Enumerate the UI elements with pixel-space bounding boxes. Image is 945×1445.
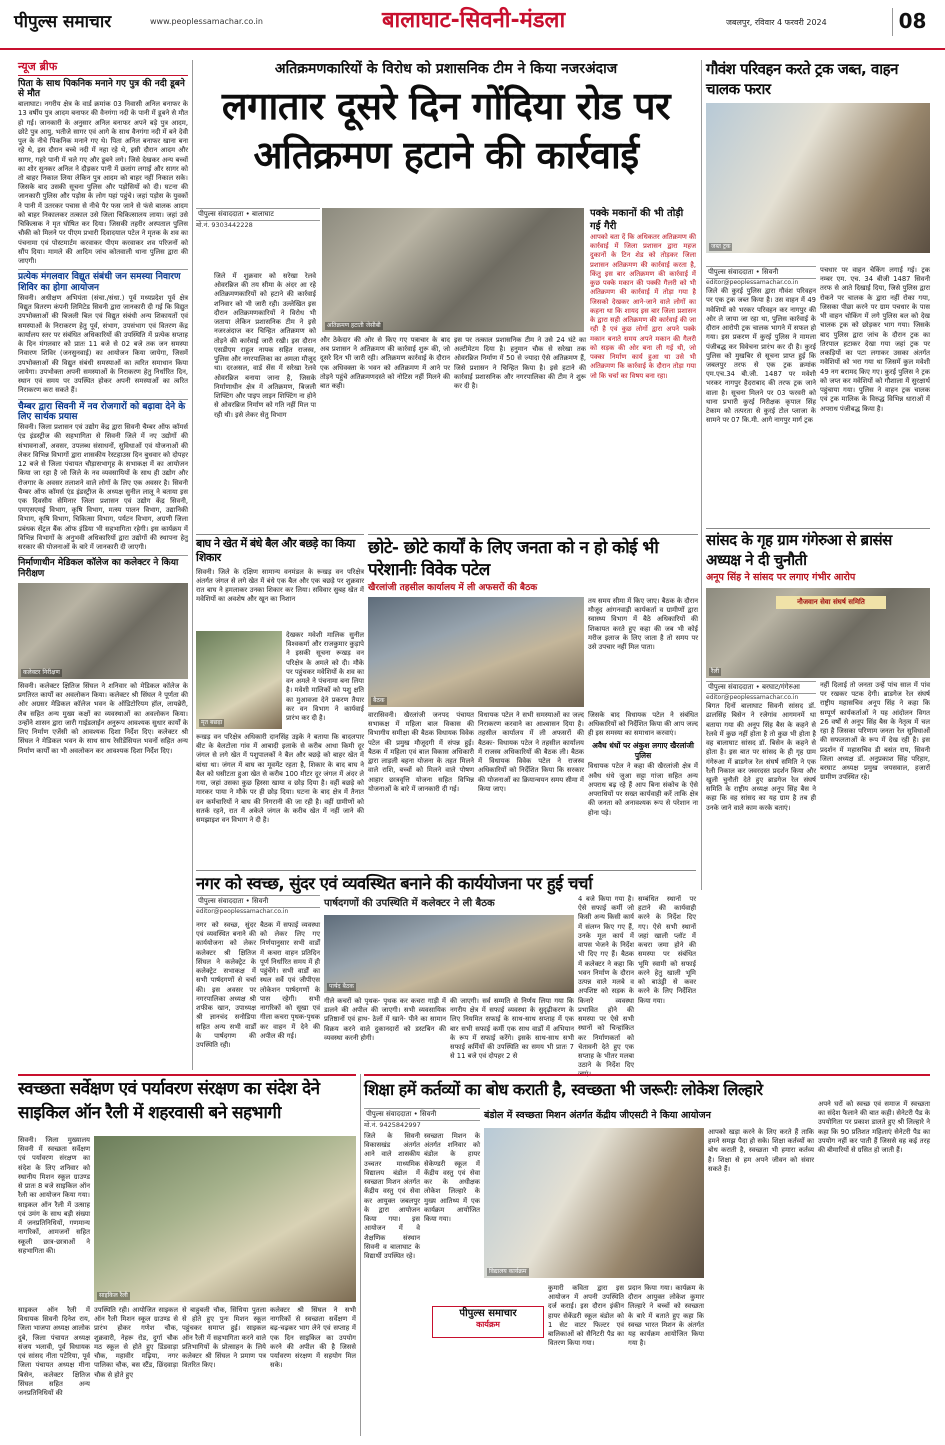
city-plan-col2: बैठक में सफाई व्यवस्था को लेकर लिए गए निर्णयानुसार सभी वार्डों में कचरा वाहन प्रतिदिन पूर्ण निर्धारित समय में ही पहुंचेंगे। सभी वार्डों का स्थल सर्वे एवं जीपीएस लोकेशन पार्षदगणों के पास रहेगी। सभी नागरिकों को सूखा एवं गीला कचरा पृथक-पृथक कर वाहन में देने की अपील की गई। <box>260 921 320 1040</box>
calves-photo: मृत बछड़ा <box>196 631 282 729</box>
cattle-email[interactable]: editor@peoplessamachar.co.in <box>706 279 799 287</box>
protest-banner: नौजवान सेवा संघर्ष समिति <box>776 596 886 609</box>
protest-photo: नौजवान सेवा संघर्ष समिति रैली <box>706 588 930 678</box>
tiger-body: रूखड़ वन परिक्षेत्र अधिकारी दानसिंह उइके ने बताया कि बादलपार बीट के बेलटोला गांव में आबादी इलाके से करीब आधा किमी दूर जंगल से लगे खेत में पशुपालकों ने बैल और बछड़े को बाहर खेत में बांधा था। जंगल में बाघ का मूवमेंट रहता है, शिकार के बाद बाघ ने बैल को घसीटता हुआ खेत से करीब 100 मीटर दूर जंगल में अंदर ले गया, जहां उसका कुछ हिस्सा खाया व छोड़ दिया है। वहीं बछड़े को मारकर पाया ने मौके पर ही छोड़ दिया। घटना के बाद क्षेत्र में तैनात वन कर्मचारियों ने बाघ की निगरानी की जा रही है। वहीं ग्रामीणों को सतर्क रहने, रात में अकेले जंगल के करीब खेत में नहीं जाने की समझाइश वन विभाग ने दी है। <box>196 733 364 825</box>
lead-mobile: मो.नं. 9303442228 <box>196 221 253 230</box>
column-rule <box>701 60 702 890</box>
patel-headline[interactable]: छोटे- छोटे कार्यों के लिए जनता को न हो कोई भी परेशानीः विवेक पटेल <box>368 538 659 581</box>
city-plan-story <box>196 870 696 1079</box>
city-plan-col4: की जाएगी। सर्व सम्मति से निर्णय लिया गया कि नगरीय क्षेत्र में सफाई व्यवस्था के सुदृढ़ीकरण के लिए नियमित सफाई के साथ-साथ सप्ताह में एक बार सभी सफाई कर्मी एक साथ वार्डों में अभियान के रूप में सफाई करेंगे। इसके साथ-साथ सभी सफाई कर्मियों की उपस्थिति का समय भी प्रातः 7 से 11 बजे एवं दोपहर 2 से <box>450 997 574 1061</box>
city-plan-col6: सम्बंधित स्थानों पर हटाने की कार्यवाही करने के निर्देश दिए गए। ऐसे सभी स्थानों जहां खाली प्लॉट में कचरा जमा होने की समस्या पर संबंधित भूमि स्वामी को सफाई करने हेतु खाली भूमि को बाउंड्री से कवर करने के लिए निर्देशित किया गया। <box>638 895 696 1005</box>
city-plan-subhead: पार्षदगणों की उपस्थिति में कलेक्टर ने ली बैठक <box>324 898 495 909</box>
cattle-headline[interactable]: गौवंश परिवहन करते ट्रक जब्त, वाहन चालक फरार <box>706 60 898 98</box>
lillhare-col5: आपको खड़ा करने के लिए करते हैं ताकि हमने समझ पैदा हो सके। शिक्षा कर्तव्यों का बोध कराती है, स्वच्छता भी हमारा कर्तव्य है। शिक्षा से हम अपने जीवन को संवार सकते हैं। <box>708 1128 814 1173</box>
cattle-story <box>706 60 930 524</box>
lead-byline: पीपुल्स संवाददाता • बालाघाट <box>196 208 320 221</box>
mp-story <box>706 528 930 1068</box>
patel-story <box>368 534 698 866</box>
city-plan-col5: 4 बजे किया गया है। ऐसे सफाई कर्मी जो किसी अन्य किसी कार्य में संलग्न किए गए हैं, उनके मूल कार्य में वापस भेजने के निर्देश भी दिए गए हैं। बैठक में कलेक्टर ने कहा कि भवन निर्माण के दौरान उत्पन्न वाले मलबे व अपशिष्ट को सड़क के किनारे व्यवस्था प्रभावित होने की समस्या पर ऐसे सभी स्थानों को चिन्हांकित कर निर्माणकर्ता को चेतावनी देते हुए एक सप्ताह के भीतर मलबा उठाने के निर्देश दिए जाएं। <box>578 895 634 1079</box>
brief-4-title[interactable]: निर्माणाधीन मेडिकल कॉलेज का कलेक्टर ने किया निरीक्षण <box>18 555 188 580</box>
cycle-rally-photo: साइकिल रैली <box>94 1136 356 1302</box>
lillhare-byline: पीपुल्स संवाददाता • सिवनी <box>364 1108 480 1121</box>
patel-col3b: विधायक पटेल ने कहा की खैरलांजी क्षेत्र में अवैध धंधे जुआ सट्टा गांजा सहित अन्य अपराध बढ़ रहे हैं आप बिना संकोच के ऐसे अपराधियों पर सख्त कार्यवाही करें ताकि क्षेत्र की जनता को अनावश्यक रूप से परेशान ना होना पड़े। <box>588 762 698 817</box>
brief-2-body: सिवनी। अधीक्षण अभियंता (संचा./संधा.) पूर्व मध्यप्रदेश पूर्व क्षेत्र विद्युत वितरण कंपनी लिमिटेड सिवनी द्वारा जानकारी दी गई कि विद्युत उपभोक्ताओं की बिजली बिल एवं विद्युत संबंधी अन्य शिकायतों एवं समस्याओं के निराकरण हेतु पूर्व, संभाग, उपसंभाग एवं वितरण केंद्र कार्यालय स्तर पर संबंधित अधिकारियों की उपस्थिति में प्रत्येक सप्ताह के दिन मंगलवार को प्रातः 11 बजे से 02 बजे तक जन समस्या निवारण शिविर (जनसुनवाई) का आयोजन किया जायेगा, जिसमें उपभोक्ताओं की विद्युत संबंधी समस्याओं का त्वरित समाधान किया जायेगा। उपभोक्ता अपनी समस्याओं के निराकरण हेतु निर्धारित दिन, स्थान एवं समय पर उपस्थित होकर अपनी समस्याओं का त्वरित निराकरण करा सकते हैं। <box>18 293 188 395</box>
tiger-headline[interactable]: बाघ ने खेत में बंधे बैल और बछड़े का किया शिकार <box>196 537 355 565</box>
peoples-ad-box <box>432 1306 544 1338</box>
lillhare-mobile: मो.नं. 9425842997 <box>364 1121 421 1130</box>
website[interactable]: www.peoplessamachar.co.in <box>150 17 263 26</box>
brief-4-body: सिवनी। कलेक्टर क्षितिज सिंघल ने शनिवार को मेडिकल कॉलेज के प्रगतिरत कार्यों का अवलोकन किया। कलेक्टर श्री सिंघल ने पूर्णता की ओर अग्रसर मेडिकल कॉलेज भवन के ऑडिटोरियम हॉल, लायब्रेरी, लैब सहित अन्य मुख्य कक्षों का व्यवस्थाओं का अवलोकन किया। उन्होंने शासन द्वारा जारी गाईडलाईन अनुरूप आवश्यक सुधार कार्यों के लिए निर्माण एजेंसी को आवश्यक दिशा निर्देश दिए। कलेक्टर श्री सिंघल ने मेडिकल भवन के साथ साथ रेसीडेंसियल भवनों सहित अन्य निर्माण कार्यों का भी अवलोकन कर आवश्यक दिशा निर्देश दिए। <box>18 681 188 755</box>
cycle-rally-headline[interactable]: स्वच्छता सर्वेक्षण एवं पर्यावरण संरक्षण का संदेश देने साइकिल ऑन रैली में शहरवासी बने सहभागी <box>18 1079 320 1123</box>
ad-label: कार्यक्रम <box>476 1320 500 1330</box>
masthead <box>0 0 945 50</box>
truck-photo: जब्त ट्रक <box>706 103 930 253</box>
lillhare-story <box>364 1074 930 1436</box>
lead-col2: और ठेकेदार की ओर से किए गए पत्राचार के बाद अब प्रशासन ने अतिक्रमण की कार्रवाई शुरू की, जो दूसरे दिन भी जारी रही। अतिक्रमण कार्रवाई के दौरान एक अधिवक्ता के भवन को अतिक्रमण में आने पर तोड़ने पहुंचे अतिक्रमणदस्ते को नोटिस नहीं मिलने की बात कही। <box>320 336 450 391</box>
lead-side-heading: पक्के मकानों की भी तोड़ी गई गैरी <box>590 208 684 232</box>
cycle-rally-col3: से बाहुबली चौक, सिंधिया पुतला से होते हुए पुनः मिशन स्कूल पहुंचकर समाप्त हुई। साइकल ऑन रैली में सहभागिता करने वाले प्रतिभागियों के प्रोत्साहन के लिये कलेक्टर श्री सिंघल ने प्रमाण पत्र वितरित किए। <box>182 1306 266 1370</box>
collector-inspection-photo: कलेक्टर निरीक्षण <box>18 583 188 679</box>
date: जबलपुर, रविवार 4 फरवरी 2024 <box>726 18 827 27</box>
cycle-rally-story <box>18 1074 356 1436</box>
city-plan-col3: गीले कचरों को पृथक- पृथक कर कचरा गाड़ी में डालने की अपील की जाएगी। सभी व्यवसायिक प्रतिष्ठानों एवं हाथ- ठेलों में खाने- पीने का सामान विक्रय करने वाले दुकानदारों को डस्टबिन की व्यवस्था करनी होगी। <box>324 997 446 1042</box>
city-plan-email[interactable]: editor@peoplessamachar.co.in <box>196 908 289 916</box>
meeting-photo: बैठक <box>368 597 584 707</box>
patel-col3a: जिसके बाद विधायक पटेल ने संबंधित अधिकारियों को निर्देशित किया की आप जल्द ही इस समस्या का समाधान करवाएं। <box>588 711 698 738</box>
lead-kicker: अतिक्रमणकारियों के विरोध को प्रशासनिक टीम ने किया नजरअंदाज <box>274 61 618 77</box>
lead-col1: जिले में शुक्रवार को सरेखा रेलवे ओवरब्रिज की तय सीमा के अंदर आ रहे अतिक्रमणकारियों को हटाने की कार्रवाई शनिवार को भी जारी रही। उल्लेखित इस दौरान अतिक्रमणकारियों ने विरोध भी जताया लेकिन प्रशासनिक टीम ने इसे नजरअंदाज कर चिन्हित अतिक्रमण को तोड़ने की कार्रवाई जारी रखी। इस दौरान एसडीएम राहुल नायक सहित राजस्व, पुलिस और नगरपालिका का अमला मौजूद था। दरअसल, वार्ड सेंस में सरेखा रेलवे ओवरब्रिज बनाया जाना है, जिसके निर्माणाधीन क्षेत्र में अतिक्रमण, बिजली शिफ्टिंग और पाइप लाइन शिफ्टिंग ना होने से ओवरब्रिज निर्माण को गति नहीं मिल पा रही थी। इसे लेकर सेतु विभाग <box>214 272 316 419</box>
mp-col1: बिगत दिनों बालाघाट सिवनी सांसद डॉ. ढालसिंह बिसेन ने रजेगांव आगमनमें था बताया गया की अनूप सिंह बैस के कहने से रेलवे में कुछ नहीं होता है तो कुछ भी होता है वह बालाघाट सांसद डॉ. बिसेन के कहने से होता है। इस बात पर सांसद के ही गृह ग्राम गंगेरुआ में ब्राडगेज रेल संघर्ष समिति ने एक रैली निकाल कर जवरदस्त प्रदर्शन किया और खुली चुनौती देते हुए ब्राडगेज रेल संघर्ष समिति के राष्ट्रीय अध्यक्ष अनूप सिंह बैस ने कहा कि वह सांसद का यह ग्राम है तब ही उनके जाने वाले काम करके बताएं। <box>706 702 816 812</box>
page-number: 08 <box>892 8 932 36</box>
school-event-photo: विद्यालय कार्यक्रम <box>484 1128 704 1278</box>
news-brief <box>18 60 188 1068</box>
cattle-col1: जिले की कुरई पुलिस द्वारा गौवंश परिवहन पर एक ट्रक जब्त किया है। उस वाहन में 49 मवेशियों को भरकर परिवहन कर नागपुर की ओर ले जाया जा रहा था, पुलिस कार्रवाई के दौरान आरोपी ट्रक चालक भागने में सफल हो गया। इस प्रकरण में कुरई पुलिस ने मामला पंजीबद्ध कर विवेचना प्रारंभ कर दी है। कुरई पुलिस को मुखबिर से सूचना प्राप्त हुई कि जबलपुर तरफ से एक ट्रक क्रमांक एम.एच.34 बी.जी. 1487 पर मवेशी भरकर नागपुर हैदराबाद की तरफ ट्रक जाने वाला है। सूचना मिलने पर 03 फरवरी को थाना प्रभारी कुरई निरीक्षक कृपाल सिंह टेकाम को तत्परता से कुरई टोल प्लाजा के सामने पर 07 कि.मी. आगे नागपुर मार्ग ट्रक <box>706 287 816 425</box>
patel-col2: विधायक पटेल ने सभी समस्याओं का जल्द निराकरण करवाने का आश्वासन दिया है। तहसील कार्यालय में ली अफसरों की बैठकः- विधायक पटेल ने तहसील कार्यालय में राजस्व अधिकारियों की बैठक ली। बैठक में विधायक विवेक पटेल ने राजस्व अधिकारियों को निर्देशित किया कि सरकार की योजनाओं का क्रियान्वयन समय सीमा में किया जाए। <box>478 711 584 793</box>
patel-subhead: खैरलांजी तहसील कार्यालय में ली अफसरों की बैठक <box>368 583 538 594</box>
mp-col2: नहीं दिलाई तो जनता उन्हें पांच साल में पांव पर रखकर पटक देगी। ब्राडगेज रेल संघर्ष राष्ट्रीय महासचिव अनूप सिंह ने कहा कि सम्पूर्ण कार्यकर्ताओं ने यह आंदोलन विगत 26 वर्षों से अनूप सिंह बैस के नेतृत्व में चल रहा है जिसका परिणाम जनता रेल सुविधाओं की सफलताओं के रूप में देख रही है। इस प्रदर्शन में महासचिव डी बसंत राय, सिवनी जिला अध्यक्ष डॉ. अनुप्रकाश सिंह परिहार, बरघाट अध्यक्ष प्रमुख जयसवाल, हजारों ग्रामीण उपस्थित रहे। <box>820 681 930 782</box>
lillhare-subhead: बंडोल में स्वच्छता मिशन अंतर्गत केंद्रीय जीएसटी ने किया आयोजन <box>484 1110 711 1121</box>
cycle-rally-intro: सिवनी। जिला मुख्यालय सिवनी में स्वच्छता सर्वेक्षण एवं पर्यावरण संरक्षण का संदेश के लिए शनिवार को स्थानीय मिशन स्कूल ग्राउण्ड से प्रातः 8 बजे साइकिल ऑन रैली का आयोजन किया गया। साइकल ऑन रैली में उत्साह एवं उमंग के साथ बड़ी संख्या में जनप्रतिनिधियों, गणमान्य नागरिकों, आमजनों सहित स्कूली छात्र-छात्राओं ने सहभागिता की। <box>18 1136 90 1255</box>
edition-title: बालाघाट-सिवनी-मंडला <box>382 8 566 33</box>
column-rule <box>360 1074 361 1436</box>
cycle-rally-col2: उपस्थिति रही। आयोजित साइकल ऑन रैली मिशन स्कूल ग्राउण्ड से प्रारंभ होकर गणेश चौक, शुक्रवारी, नेहरू रोड, दुर्गा चौक मठ स्कूल से होते हुए डिंडवाड़ा चौक, महावीर मढ़िया, नगर पालिका चौक, बस स्टैंड, छिंदवाड़ा चौक से होते हुए <box>94 1306 178 1379</box>
logo: पीपुल्स समाचार <box>14 12 112 32</box>
patel-col1: वारासिवनी। खैरलांजी जनपद पंचायत सभाकक्ष में महिला बाल विकास की विभागीय समीक्षा की बैठक विधायक विवेक पटेल की प्रमुख मौजूदगी में संपन्न हुई। बैठक में महिला एवं बाल विकास अधिकारी द्वारा लाड़ली बहना योजना के तहत मिलने वाले राशि, बच्चों को मिलने वाले पोषण आहार छात्रवृत्ति योजना सहित विभिन्न योजनाओं के बारे में जानकारी दी गई। <box>368 711 474 793</box>
cattle-col2: पचधार पर वाहन चेकिंग लगाई गई। ट्रक नम्बर एम. एच. 34 बीजी 1487 सिवनी तरफ से आते दिखाई दिया, जिसे पुलिस द्वारा रोकने पर चालक के द्वारा नहीं रोका गया, जिसका पीछा करने पर ग्राम पचधार के पास भी वाहन चोकिंग में लगे पुलिस बल को देख चालक ट्रक को छोड़कर भाग गया। जिसके बाद पुलिस द्वारा जांच के दौरान ट्रक का तिरपाल हटाकर देखा गया जहां ट्रक पर लकड़ियों का पटा लगाकर उसका अंतर्गत मवेशियों को भरा गया था जिसमें कुल मवेशी 49 नग बरामद किए गए। कुरई पुलिस ने ट्रक को जप्त कर मवेशियों को गौशाला में सुरक्षार्थ पहुंचाया गया। पुलिस ने वाहन ट्रक चालक एवं ट्रक मालिक के विरुद्ध विभिन्न धाराओं में अपराध पंजीबद्ध किया है। <box>820 266 930 413</box>
lillhare-col1: जिले के सिवनी विकासखंड अंतर्गत आने वाले शासकीय उच्चतर माध्यमिक विद्यालय बंडोल में स्वच्छता मिशन अंतर्गत केंद्रीय वस्तु एवं सेवा कर आयुक्त जबलपुर के द्वारा आयोजन किया गया। इस आयोजन में वे शैक्षणिक संस्थान सिवनी व बालाघाट के विद्यार्थी उपस्थित रहे। <box>364 1132 420 1261</box>
demolition-photo: अतिक्रमण हटाती जेसीबी <box>322 208 584 332</box>
news-brief-label: न्यूज ब्रीफ <box>18 60 188 76</box>
city-plan-headline[interactable]: नगर को स्वच्छ, सुंदर एवं व्यवस्थित बनाने की कार्ययोजना पर हुई चर्चा <box>196 874 593 893</box>
brief-2-title[interactable]: प्रत्येक मंगलवार विद्युत संबंधी जन समस्या निवारण शिविर का होगा आयोजन <box>18 269 188 294</box>
brief-1-body: बालाघाट। नगरीय क्षेत्र के वार्ड क्रमांक 03 निवासी अनिल बनाफर के 13 वर्षीय पुत्र आदम बनाफर की वैनगंगा नदी के पानी में डूबने से मौत हो गई। जानकारी के अनुसार अनिल बनाफर अपने बड़े पुत्र आदम, छोटे पुत्र आयु, भतीजे सागर एवं आगे के साथ वैनगंगा नदी में बने देवी पुल के नीचे पिकनिक मनाने गए थे। पिता अनिल बनाफर खाना बना रहे थे, इस दौरान बच्चे नदी में नहा रहे थे, इसी दौरान आदम और सागर, गहरे पानी में चले गए और डूबने लगे। जिसे देखकर अन्य बच्चों का शोर सुनकर अनिल ने दौड़कर पानी में छलांग लगाई और सागर को तो बाहर निकाल लिया लेकिन पुत्र आदम को बाहर नहीं निकाल सके। जिसके बाद उसकी सूचना पुलिस और पड़ोसियों को दी। घटना की जानकारी पुलिस और पड़ोस के लोग यहां पहुंचे। जहां पड़ोस के युवकों ने पानी में उतरकर पचास से नीचे पैर फस जाने से फंसे बालक आदम को बाहर निकालकर तत्काल उसे जिला चिकित्सालय लाया। जहां उसे चिकित्सक ने मृत घोषित कर दिया। जिसकी तहरीर अस्पताल पुलिस चौकी को मिलने पर पीएम प्रभारी दिवादयाल पटेल ने मृतक के शव का पंचनामा एवं पोस्टमार्टम करवाकर पीएम करवाकर शव परिजनों को सौंप दिया। मामले की आदिम जांच कोतवाली थाना पुलिस द्वारा की जाएगी। <box>18 100 188 266</box>
patel-right-top: तय समय सीमा में किए जाए। बैठक के दौरान मौजूद आंगनवाड़ी कार्यकर्ता व ग्रामीणों द्वारा स्वास्थ्य विभाग में बैठे अधिकारियों की शिकायत करते हुए कहा की जब भी कोई मरीज इलाज के लिए जाता है तो समय पर उसे उपचार नहीं मिल पाता। <box>588 597 698 652</box>
lillhare-col6: अपने घरों को स्वच्छ एवं समाज में स्वच्छता का संदेश फैलाने की बात कही। सेनेटरी पैड के उपयोगिता पर प्रकाश डालते हुए श्री लिल्हारे ने कहा कि 90 प्रतिशत महिलाएं सेनेटरी पैड का उपयोग नहीं कर पाती हैं जिससे वह कई तरह की बीमारियों से ग्रसित हो जाती हैं। <box>818 1100 930 1155</box>
lillhare-col3: कुमारी कविता द्वारा इस आयोजन में अपनी उपस्थिति दर्ज कराई। इस दौरान इंकीन हायर सेकेंडरी स्कूल बंडोल को 1 सेट वाटर फिल्टर एवं बालिकाओं को सैनिटरी पैड का वितरण किया गया। <box>548 1284 624 1348</box>
brief-3-body: सिवनी। जिला प्रशासन एवं उद्योग केंद्र द्वारा सिवनी चैम्बर ऑफ कॉमर्स एंड इंडस्ट्रीज की सहभागिता से सिवनी जिले में नए उद्योगों की संभावनाओं, अवसर, उपलब्ध संसाधनों, सुविधाओं एवं योजनाओं की लेकर विभिन्न विभागों द्वारा शासकीय रेस्टहाउस दिन बुधवार को दोपहर 12 बजे से जिला पंचायत चौड़ासभागृह के सभाकक्ष में का आयोजन किया जा रहा है जो जिले के नव व्यवसायियों के साथ ही उद्योग और रोजगार के अवसर तलाशने वाले लोगों के लिए एक अवसर है। सिवनी चैम्बर ऑफ कॉमर्स एंड इंडस्ट्रीज के अध्यक्ष सुनील लालू ने बताया इस एक दिवसीय सेमिनार जिला प्रशासन एवं उद्योग केंद्र सिवनी, एमएसएमई विभाग, कृषि विभाग, मत्स्य पालन विभाग, उद्यानिकी विभाग, कृषि विभाग, चिकित्सा विभाग, पर्यटन विभाग, अग्रणी जिला प्रबंधक सेंट्रल बैंक ऑफ इंडिया भी सहभागिता रहेगी। इस कार्यक्रम में विभिन्न विभागों के अनुभवी अधिकारियों द्वारा उद्योगों की स्थापना हेतु सरकार की योजनाओं के बारे में जानकारी दी जाएगी। <box>18 423 188 552</box>
city-plan-col1: नगर को स्वच्छ, सुंदर एवं व्यवस्थित बनाने की कार्ययोजना को लेकर कलेक्टर श्री क्षितिज सिंघल ने कलेक्ट्रेट के कलेक्ट्रेट सभाकक्ष में सभी पार्षदगणों से चर्चा की। इस अवसर पर नगरपालिका अध्यक्ष श्री शफीक खान, उपाध्यक्ष श्री ज्ञानचंद सनोडिया सहित अन्य सभी वार्डों के पार्षदगण की उपस्थिति रही। <box>196 921 256 1050</box>
mp-headline[interactable]: सांसद के गृह ग्राम गंगेरुआ से ब्रासंस अध्यक्ष ने दी चुनौती <box>706 531 892 569</box>
tiger-side: देखकर मवेशी मालिक सुनील विश्वकर्मा और राजकुमार कुड़ापे ने इसकी सूचना रूखड़ वन परिक्षेत्र के अमले को दी। मौके पर पहुंचकर मवेशियों के शव का वन अमले ने पंचनामा बना लिया है। मवेशी मालिकों को पशु क्षति का मुआवजा देने प्रकरण तैयार कर वन विभाग ने कार्यवाई प्रारंभ कर दी है। <box>286 631 364 723</box>
mp-email[interactable]: editor@peoplessamachar.co.in <box>706 694 799 702</box>
ad-logo: पीपुल्स समाचार <box>459 1308 517 1319</box>
tiger-story <box>196 534 364 866</box>
cycle-rally-col1: साइकल ऑन रैली में विधायक सिवनी दिनेश राय, जिला भाजपा अध्यक्ष आलोक दुबे, जिला पंचायत अध्यक्ष संजय भलावी, पूर्व विधायक एवं सांसद नीता पटेरिया, पूर्व जिला पंचायत अध्यक्ष मीना बिसेन, कलेक्टर क्षितिज सिंघल सहित अन्य जनप्रतिनिधियों की <box>18 1306 90 1398</box>
lead-col3: इस पर तत्काल प्रशासनिक टीम ने उसे 24 घंटे का अल्टीमेटम दिया है। हनुमान चौक से सरेखा तक ओवरब्रिज निर्माण में 50 से ज्यादा ऐसे अतिक्रमण हैं, जिसे प्रशासन ने चिन्हित किया है। इसे हटाने की कार्रवाई प्रशासनिक और नगरपालिका की टीम ने शुरू कर दी है। <box>454 336 586 391</box>
brief-1-title[interactable]: पिता के साथ पिकनिक मनाने गए पुत्र की नदी डूबने से मौत <box>18 78 185 100</box>
cattle-byline: पीपुल्स संवाददाता • सिवनी <box>706 266 816 279</box>
lillhare-col4: प्रदान किया गया। कार्यक्रम के दौरान आयुक्त लोकेश कुमार लिल्हारे ने बच्चों को स्वच्छता के बारे में बताते हुए कहा कि स्वच्छ भारत मिशन के अंतर्गत यह कार्यक्रम आयोजित किया गया है। <box>628 1284 704 1348</box>
tiger-top: सिवनी। जिले के दक्षिण सामान्य वनमंडल के रूखड़ वन परिक्षेत्र अंतर्गत जंगल से लगे खेत में बंधे एक बैल और एक बछड़े पर शुक्रवार रात बाघ ने हमलाकर उनका शिकार कर लिया। सविवार सुबह खेत में मवेशियों का अवशेष और खून का निशान <box>196 567 364 604</box>
city-plan-byline: पीपुल्स संवाददाता • सिवनी <box>196 895 320 908</box>
mp-byline: पीपुल्स संवाददाता • बरघाट/गंगेरुआ <box>706 681 816 694</box>
lead-story <box>196 60 696 530</box>
lillhare-col2: स्वच्छता मिशन के अंतर्गत शनिवार को बंडोल के हायर सेकेण्डरी स्कूल में केंद्रीय वस्तु एवं सेवा कर के अधीक्षक लोकेश लिल्हारे के मुख्य आतिथ्य में एक कार्यक्रम आयोजित किया गया। <box>424 1132 480 1224</box>
mp-subhead: अनूप सिंह ने सांसद पर लगाए गंभीर आरोप <box>706 572 856 583</box>
cycle-rally-col4: कलेक्टर श्री सिंघल ने सभी नागरिकों से स्वच्छता सर्वेक्षण में बढ़-चढ़कर भाग लेने एवं सप्ताह में एक दिन साइकिल का उपयोग करने की अपील की है जिससे पर्यावरण संरक्षण में सहयोग मिल सके। <box>270 1306 356 1370</box>
patel-col3-heading: अवैध धंधों पर अंकुश लगाए खैरलांजी पुलिस <box>592 740 694 760</box>
lead-side-body: आपको बता दें कि अधिकतर अतिक्रमण की कार्रवाई में जिला प्रशासन द्वारा महज दुकानों के टिन शेड को तोड़कर जिला प्रशासन अतिक्रमण की कार्रवाई करता है, किंतु इस बार अतिक्रमण की कार्रवाई में कुछ पक्के मकान की पक्की गैलरी को भी अतिक्रमण की कार्रवाई में तोड़ा गया है जिसको देखकर आने-जाने वाले लोगों का कहना था कि शायद इस बार जिला प्रशासन के द्वारा सही अतिक्रमण की कार्रवाई की जा रही है एवं कुछ लोगों द्वारा अपने पक्के मकान बनाते समय अपने मकान की गैलरी को सड़क की ओर बना ली गई थी, जो पक्का निर्माण कार्य हुआ था उसे भी अतिक्रमण कि कार्रवाई के दौरान तोड़ा गया जो कि चर्चा का विषय बना रहा। <box>590 233 696 380</box>
lillhare-headline[interactable]: शिक्षा हमें कर्तव्यों का बोध कराती है, स्वच्छता भी जरूरीः लोकेश लिल्हारे <box>364 1080 763 1099</box>
councillors-photo: पार्षद बैठक <box>324 915 574 993</box>
column-rule <box>192 60 193 1070</box>
lead-headline[interactable]: लगातार दूसरे दिन गोंदिया रोड पर अतिक्रमण हटाने की कार्रवाई <box>221 84 671 178</box>
brief-3-title[interactable]: चैम्बर द्वारा सिवनी में नव रोजगारों को बढ़ावा देने के लिए सार्थक प्रयास <box>18 399 188 424</box>
